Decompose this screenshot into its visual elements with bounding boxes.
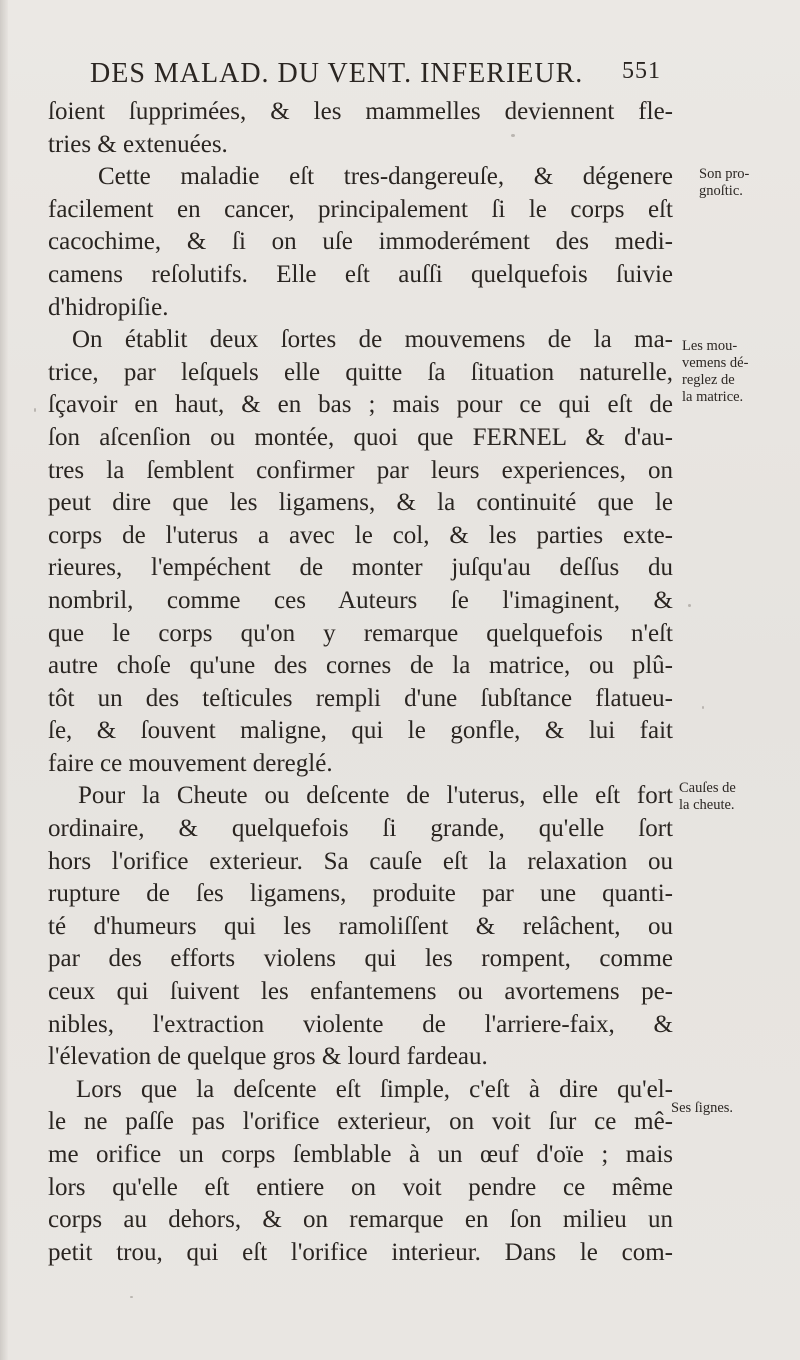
page-number: 551	[622, 58, 661, 84]
text-line: nombril, comme ces Auteurs ſe l'imaginent, &	[48, 586, 673, 614]
text-line: ceux qui ſuivent les enfantemens ou avortemens pe-	[48, 978, 673, 1006]
text-line: tôt un des teſticules rempli d'une ſubſtance flatueu-	[48, 684, 673, 712]
text-line: ordinaire, & quelquefois ſi grande, qu'elle ſort	[48, 815, 673, 843]
text-line: me orifice un corps ſemblable à un œuf d'oïe ; mais	[48, 1141, 673, 1168]
text-line: l'élevation de quelque gros & lourd fardeau.	[48, 1043, 488, 1071]
text-line: ſoient ſupprimées, & les mammelles deviennent fle-	[48, 98, 673, 125]
ink-speck	[702, 706, 704, 709]
running-head-title: DES MALAD. DU VENT. INFERIEUR.	[90, 58, 584, 89]
margin-note-line: reglez de	[682, 372, 735, 388]
text-line: lors qu'elle eſt entiere on voit pendre ce même	[48, 1173, 673, 1201]
ink-speck	[130, 1296, 133, 1298]
page-edge-shadow	[0, 0, 8, 1360]
text-line: corps au dehors, & on remarque en ſon milieu un	[48, 1206, 673, 1234]
margin-note-line: Cauſes de	[679, 780, 736, 796]
text-line: faire ce mouvement dereglé.	[48, 749, 333, 777]
text-line: nibles, l'extraction violente de l'arriere-faix, &	[48, 1010, 673, 1038]
margin-note-movements	[682, 338, 748, 406]
text-line: cacochime, & ſi on uſe immoderément des medi-	[48, 228, 673, 256]
margin-note-line: Les mou-	[682, 338, 738, 354]
margin-note-line: gnoſtic.	[699, 183, 743, 199]
text-line: ſon aſcenſion ou montée, quoi que FERNEL & d'au-	[48, 423, 673, 451]
text-line: camens reſolutifs. Elle eſt auſſi quelquefois ſuivie	[48, 260, 673, 288]
text-line: té d'humeurs qui les ramoliſſent & relâchent, ou	[48, 912, 673, 940]
body-text	[48, 96, 673, 1269]
text-line: ſe, & ſouvent maligne, qui le gonfle, & lui fait	[48, 717, 673, 745]
text-line: petit trou, qui eſt l'orifice interieur. Dans le com-	[48, 1238, 673, 1266]
margin-note-signs	[671, 1100, 733, 1117]
margin-note-causes	[679, 780, 736, 814]
text-line: tries & extenuées.	[48, 130, 228, 158]
text-line: trice, par leſquels elle quitte ſa ſituation naturelle,	[48, 358, 673, 386]
ink-speck	[688, 604, 691, 607]
text-line: Pour la Cheute ou deſcente de l'uterus, elle eſt fort	[78, 782, 673, 810]
margin-note-line: la matrice.	[682, 389, 744, 405]
margin-note-line: Ses ſignes.	[671, 1100, 734, 1116]
ink-speck	[511, 134, 515, 137]
text-line: peut dire que les ligamens, & la continuité que le	[48, 489, 673, 517]
text-line: le ne paſſe pas l'orifice exterieur, on voit ſur ce mê-	[48, 1108, 673, 1136]
text-line: On établit deux ſortes de mouvemens de la ma-	[72, 326, 673, 354]
margin-note-line: la cheute.	[679, 797, 735, 813]
margin-note-prognostic	[699, 166, 749, 200]
text-line: hors l'orifice exterieur. Sa cauſe eſt la relaxation ou	[48, 847, 673, 875]
text-line: Lors que la deſcente eſt ſimple, c'eſt à dire qu'el-	[76, 1075, 673, 1103]
text-line: par des efforts violens qui les rompent, comme	[48, 945, 673, 973]
margin-note-line: Son pro-	[699, 166, 750, 182]
running-head	[90, 58, 690, 98]
text-line: rupture de ſes ligamens, produite par une quanti-	[48, 880, 673, 908]
text-line: que le corps qu'on y remarque quelquefois n'eſt	[48, 619, 673, 647]
text-line: Cette maladie eſt tres-dangereuſe, & dégenere	[98, 163, 673, 191]
text-line: tres la ſemblent confirmer par leurs experiences, on	[48, 456, 673, 484]
text-line: rieures, l'empéchent de monter juſqu'au deſſus du	[48, 554, 673, 582]
ink-speck	[34, 408, 36, 412]
text-line: d'hidropiſie.	[48, 293, 169, 321]
text-line: facilement en cancer, principalement ſi le corps eſt	[48, 195, 673, 223]
margin-note-line: vemens dé-	[682, 355, 749, 371]
text-line: corps de l'uterus a avec le col, & les parties exte-	[48, 521, 673, 549]
text-line: ſçavoir en haut, & en bas ; mais pour ce qui eſt de	[48, 391, 673, 419]
text-line: autre choſe qu'une des cornes de la matrice, ou plû-	[48, 652, 673, 680]
